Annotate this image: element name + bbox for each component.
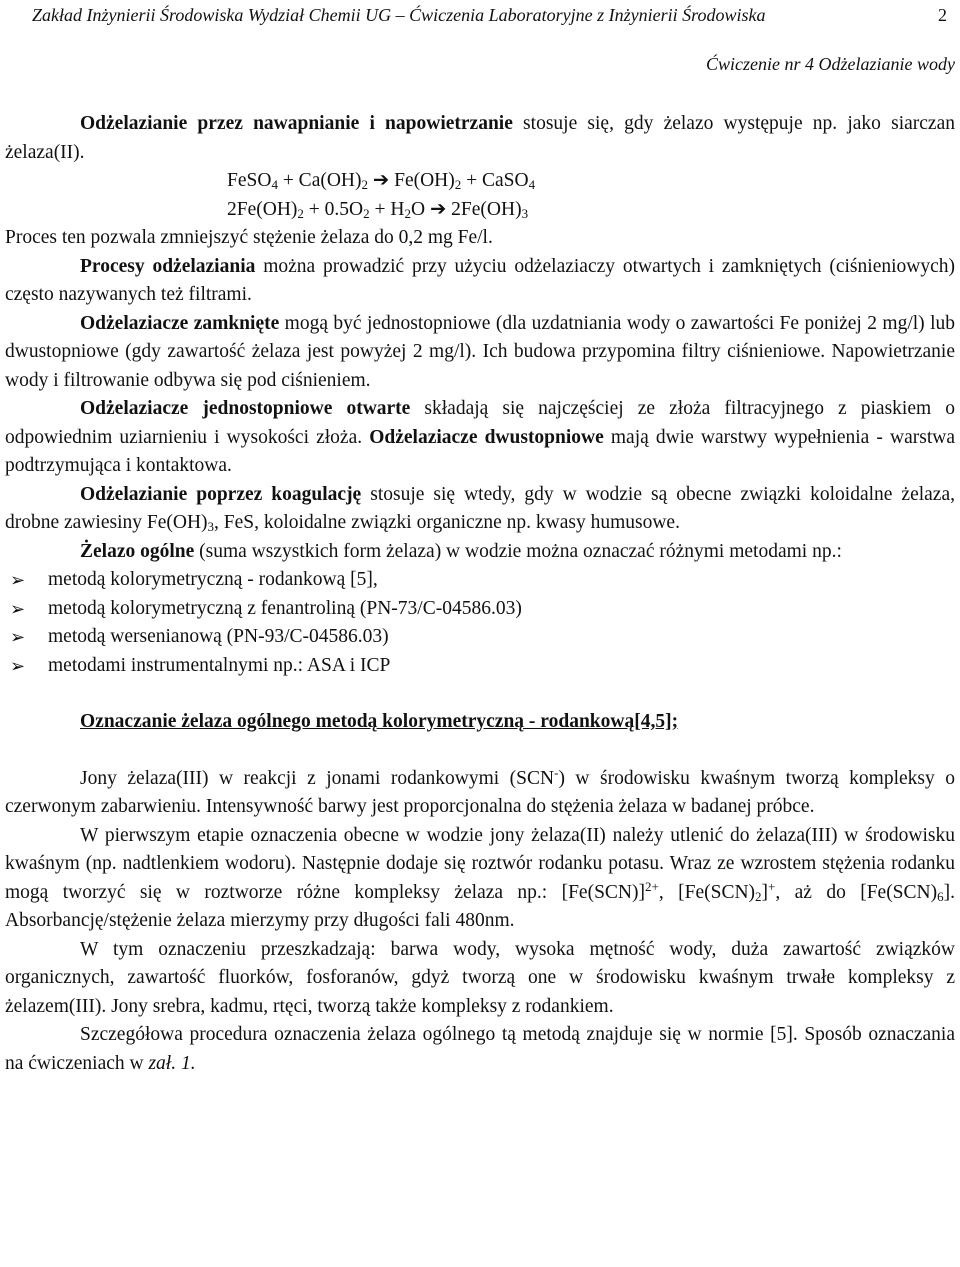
- paragraph-thiocyanate-reaction: Jony żelaza(III) w reakcji z jonami rodankowymi (SCN-) w środowisku kwaśnym tworzą kompleksy o czerwonym zabarwieniu. Intensywność barwy jest proporcjonalna do stężenia żelaza w badanej próbce.: [5, 764, 956, 817]
- paragraph-procedure-first-stage: W pierwszym etapie oznaczenia obecne w wodzie jony żelaza(II) należy utlenić do żelaza(III) w środowisku kwaśnym (np. nadtlenkiem wodoru). Następnie dodaje się roztwór rodanku potasu. Wraz ze wzrostem stężenia rodanku mogą tworzyć się w roztworze różne kompleksy żelaza np.: $[Fe(SCN)]^{2+}$, $[Fe(SCN)_2]^+$, aż do $[Fe(SCN)_6]$. Absorbancję/stężenie żelaza mierzymy przy długości fali 480nm.: [5, 824, 955, 931]
- arrow-icon: ➔: [368, 170, 395, 191]
- exercise-title: Ćwiczenie nr 4 Odżelazianie wody: [706, 54, 955, 74]
- paragraph-open-units: Odżelaziacze jednostopniowe otwarte składają się najczęściej ze złoża filtracyjnego z piaskiem o odpowiednim uziarnieniu i wysokości złoża. Odżelaziacze dwustopniowe mają dwie warstwy wypełnienia - warstwa podtrzymująca i kontaktowa.: [5, 398, 955, 476]
- page-number: 2: [938, 5, 947, 25]
- equation-2: $2Fe(OH)_2 + 0.5O_2 + H_2O$ ➔ $2Fe(OH)_3$: [227, 198, 529, 221]
- methods-list: [5, 566, 955, 680]
- paragraph-total-iron: Żelazo ogólne (suma wszystkich form żelaza) w wodzie można oznaczać różnymi metodami np.:: [80, 540, 842, 562]
- list-item: ➢ metodami instrumentalnymi np.: ASA i ICP: [5, 652, 955, 681]
- bullet-arrow-icon: ➢: [10, 570, 26, 590]
- bold-term: Odżelaziacze zamknięte: [80, 312, 280, 334]
- list-item: ➢ metodą wersenianową (PN-93/C-04586.03): [5, 623, 955, 652]
- document-body: [5, 110, 955, 1078]
- bold-term: Odżelaziacze dwustopniowe: [369, 426, 604, 448]
- bullet-arrow-icon: ➢: [10, 627, 26, 647]
- bullet-arrow-icon: ➢: [10, 655, 26, 676]
- equation-1: FeSO$_4$ + $Ca(OH)_2$ ➔ $Fe(OH)_2$ + CaSO$_4$: [227, 170, 536, 192]
- bold-term: Procesy odżelaziania: [80, 255, 256, 277]
- header-institution: Zakład Inżynierii Środowiska Wydział Chemii UG – Ćwiczenia Laboratoryjne z Inżynierii Środowiska: [32, 5, 766, 25]
- appendix-reference: zał. 1.: [148, 1052, 196, 1074]
- paragraph-processes: Procesy odżelaziania można prowadzić przy użyciu odżelaziaczy otwartych i zamkniętych (ciśnieniowych) często nazywanych też filtrami.: [5, 255, 955, 305]
- section-heading: Oznaczanie żelaza ogólnego metodą kolorymetryczną - rodankową[4,5];: [80, 711, 679, 732]
- paragraph-closed-units: Odżelaziacze zamknięte mogą być jednostopniowe (dla uzdatniania wody o zawartości Fe poniżej 2 mg/l) lub dwustopniowe (gdy zawartość żelaza jest powyżej 2 mg/l). Ich budowa przypomina filtry ciśnieniowe. Napowietrzanie wody i filtrowanie odbywa się pod ciśnieniem.: [5, 312, 955, 391]
- bold-term: Odżelaziacze jednostopniowe otwarte: [80, 398, 411, 419]
- paragraph-reduction: Proces ten pozwala zmniejszyć stężenie żelaza do 0,2 mg Fe/l.: [5, 227, 493, 248]
- paragraph-coagulation: Odżelazianie poprzez koagulację stosuje się wtedy, gdy w wodzie są obecne związki koloidalne żelaza, drobne zawiesiny $Fe(OH)_3$, FeS, koloidalne związki organiczne np. kwasy humusowe.: [5, 483, 955, 534]
- bold-term: Odżelazianie poprzez koagulację: [80, 483, 362, 505]
- bullet-arrow-icon: ➢: [10, 598, 26, 619]
- paragraph-standard-reference: Szczegółowa procedura oznaczenia żelaza ogólnego tą metodą znajduje się w normie [5]. Sposób oznaczania na ćwiczeniach w zał. 1.: [5, 1024, 955, 1074]
- bold-term: Żelazo ogólne: [80, 540, 195, 562]
- arrow-icon: ➔: [425, 198, 452, 220]
- paragraph-lime-aeration: Odżelazianie przez nawapnianie i napowietrzanie stosuje się, gdy żelazo występuje np. jako siarczan żelaza(II).: [5, 113, 955, 163]
- list-item: ➢ metodą kolorymetryczną - rodankową [5],: [5, 566, 955, 595]
- paragraph-interferences: W tym oznaczeniu przeszkadzają: barwa wody, wysoka mętność wody, duża zawartość związków organicznych, zawartość fluorków, fosforanów, gdyż tworzą one w środowisku kwaśnym trwałe kompleksy z żelazem(III). Jony srebra, kadmu, rtęci, tworzą także kompleksy z rodankiem.: [5, 938, 955, 1017]
- bold-term: Odżelazianie przez nawapnianie i napowietrzanie: [80, 113, 513, 134]
- list-item: ➢ metodą kolorymetryczną z fenantroliną (PN-73/C-04586.03): [5, 595, 955, 624]
